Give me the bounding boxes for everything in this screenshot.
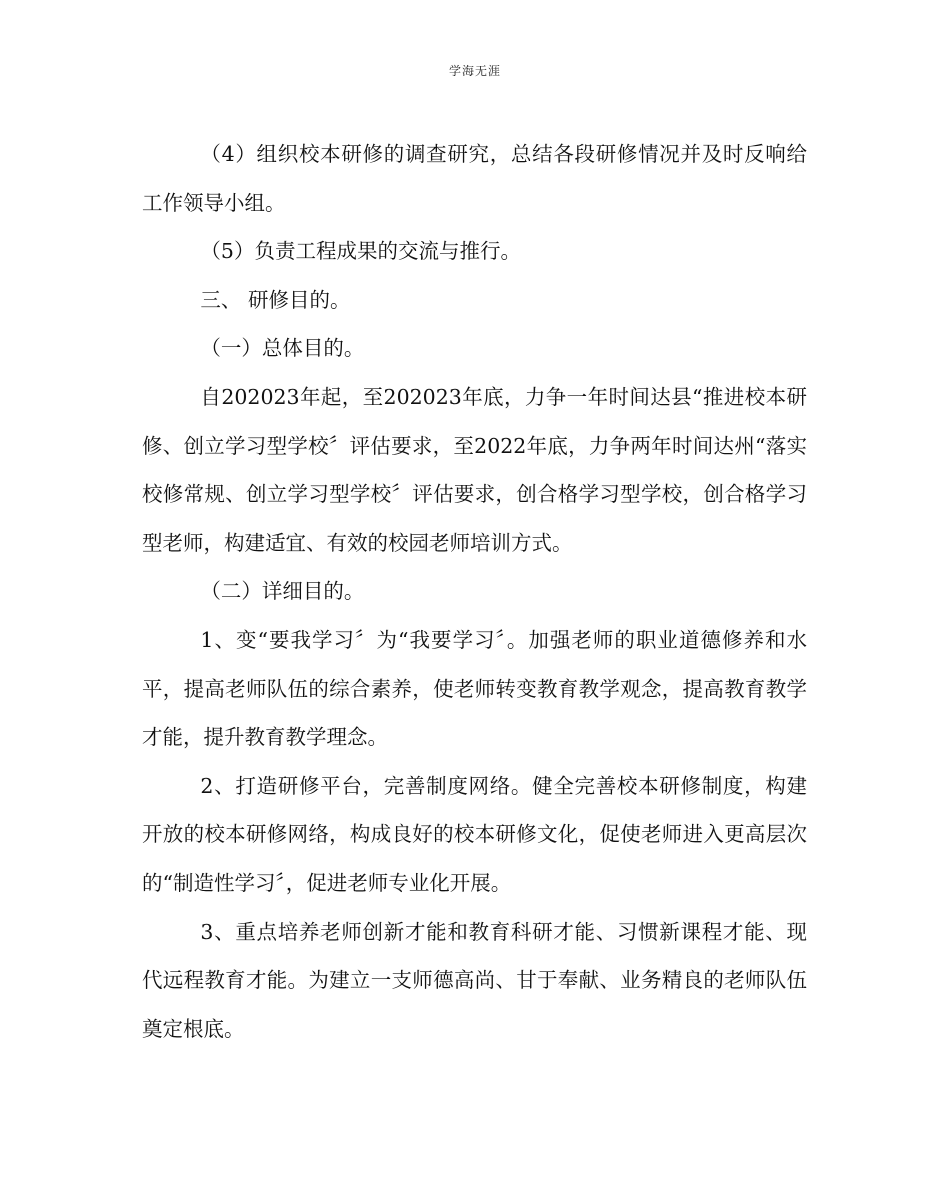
- paragraph-goal-1: 1、变“要我学习〞为“我要学习〞。加强老师的职业道德修养和水平，提高老师队伍的综合素养，使老师转变教育教学观念，提高教育教学才能，提升教育教学理念。: [142, 627, 807, 750]
- paragraph-duty-4: （4）组织校本研修的调查研究，总结各段研修情况并及时反响给工作领导小组。: [142, 142, 807, 215]
- page-header: 学海无涯: [448, 64, 501, 78]
- paragraph-overall-goal: 自202023年起，至202023年底，力争一年时间达县“推进校本研修、创立学习型学校〞评估要求，至2022年底，力争两年时间达州“落实校修常规、创立学习型学校〞评估要求，创合格学习型学校，创合格学习型老师，构建适宜、有效的校园老师培训方式。: [142, 384, 807, 555]
- subheading-detailed-goal: （二）详细目的。: [200, 579, 365, 604]
- document-body: [142, 130, 807, 1053]
- paragraph-goal-3: 3、重点培养老师创新才能和教育科研才能、习惯新课程才能、现代远程教育才能。为建立一支师德高尚、甘于奉献、业务精良的老师队伍奠定根底。: [142, 919, 807, 1041]
- paragraph-goal-2: 2、打造研修平台，完善制度网络。健全完善校本研修制度，构建开放的校本研修网络，构成良好的校本研修文化，促使老师进入更高层次的“制造性学习〞，促进老师专业化开展。: [142, 773, 807, 895]
- paragraph-duty-5: （5）负责工程成果的交流与推行。: [200, 239, 521, 264]
- subheading-overall-goal: （一）总体目的。: [200, 336, 365, 361]
- section-heading-goals: 三、 研修目的。: [200, 287, 351, 312]
